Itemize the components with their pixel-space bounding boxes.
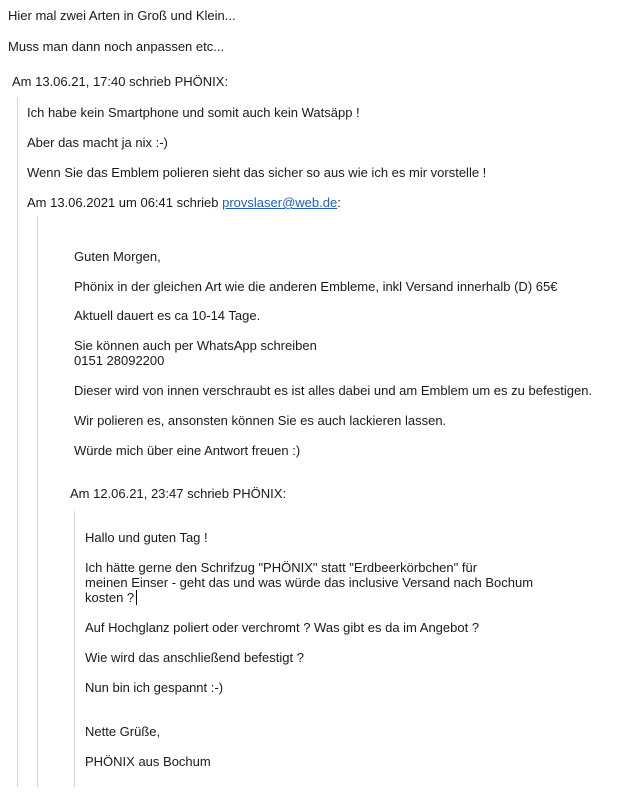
quote-bar [37, 216, 38, 787]
message-line: Würde mich über eine Antwort freuen :) [74, 443, 301, 458]
quote-header: Am 13.06.21, 17:40 schrieb PHÖNIX: [12, 74, 229, 89]
text-cursor [136, 590, 137, 605]
message-line: Auf Hochglanz poliert oder verchromt ? Was gibt es da im Angebot ? [85, 620, 480, 635]
message-line: Wenn Sie das Emblem polieren sieht das sicher so aus wie ich es mir vorstelle ! [27, 165, 487, 180]
message-line: Aktuell dauert es ca 10-14 Tage. [74, 308, 261, 323]
message-line: Nette Grüße, [85, 724, 161, 739]
message-line: Wir polieren es, ansonsten können Sie es auch lackieren lassen. [74, 413, 447, 428]
message-line: Phönix in der gleichen Art wie die anderen Embleme, inkl Versand innerhalb (D) 65€ [74, 279, 558, 294]
message-line: Nun bin ich gespannt :-) [85, 680, 224, 695]
message-line: Muss man dann noch anpassen etc... [8, 39, 225, 54]
message-line: Hier mal zwei Arten in Groß und Klein... [8, 8, 236, 23]
signature: PHÖNIX aus Bochum [85, 754, 211, 769]
message-line: Aber das macht ja nix :-) [27, 135, 168, 150]
message-line: Ich hätte gerne den Schrifzug "PHÖNIX" statt "Erdbeerkörbchen" für [85, 560, 478, 575]
message-line: Hallo und guten Tag ! [85, 530, 208, 545]
email-link[interactable]: provslaser@web.de [222, 195, 338, 210]
message-line: kosten ? [85, 590, 137, 606]
message-line: Ich habe kein Smartphone und somit auch kein Watsäpp ! [27, 105, 360, 120]
phone-number: 0151 28092200 [74, 353, 165, 368]
message-line: Dieser wird von innen verschraubt es ist alles dabei und am Emblem um es zu befestigen. [74, 383, 593, 398]
quote-bar [17, 97, 18, 787]
message-line: Sie können auch per WhatsApp schreiben [74, 338, 317, 353]
message-line: Guten Morgen, [74, 249, 161, 264]
quote-bar [74, 511, 75, 787]
quote-header: Am 13.06.2021 um 06:41 schrieb provslaser@web.de: [27, 195, 341, 210]
quote-header: Am 12.06.21, 23:47 schrieb PHÖNIX: [70, 486, 287, 501]
message-line: Wie wird das anschließend befestigt ? [85, 650, 304, 665]
message-line: meinen Einser - geht das und was würde das inclusive Versand nach Bochum [85, 575, 534, 590]
